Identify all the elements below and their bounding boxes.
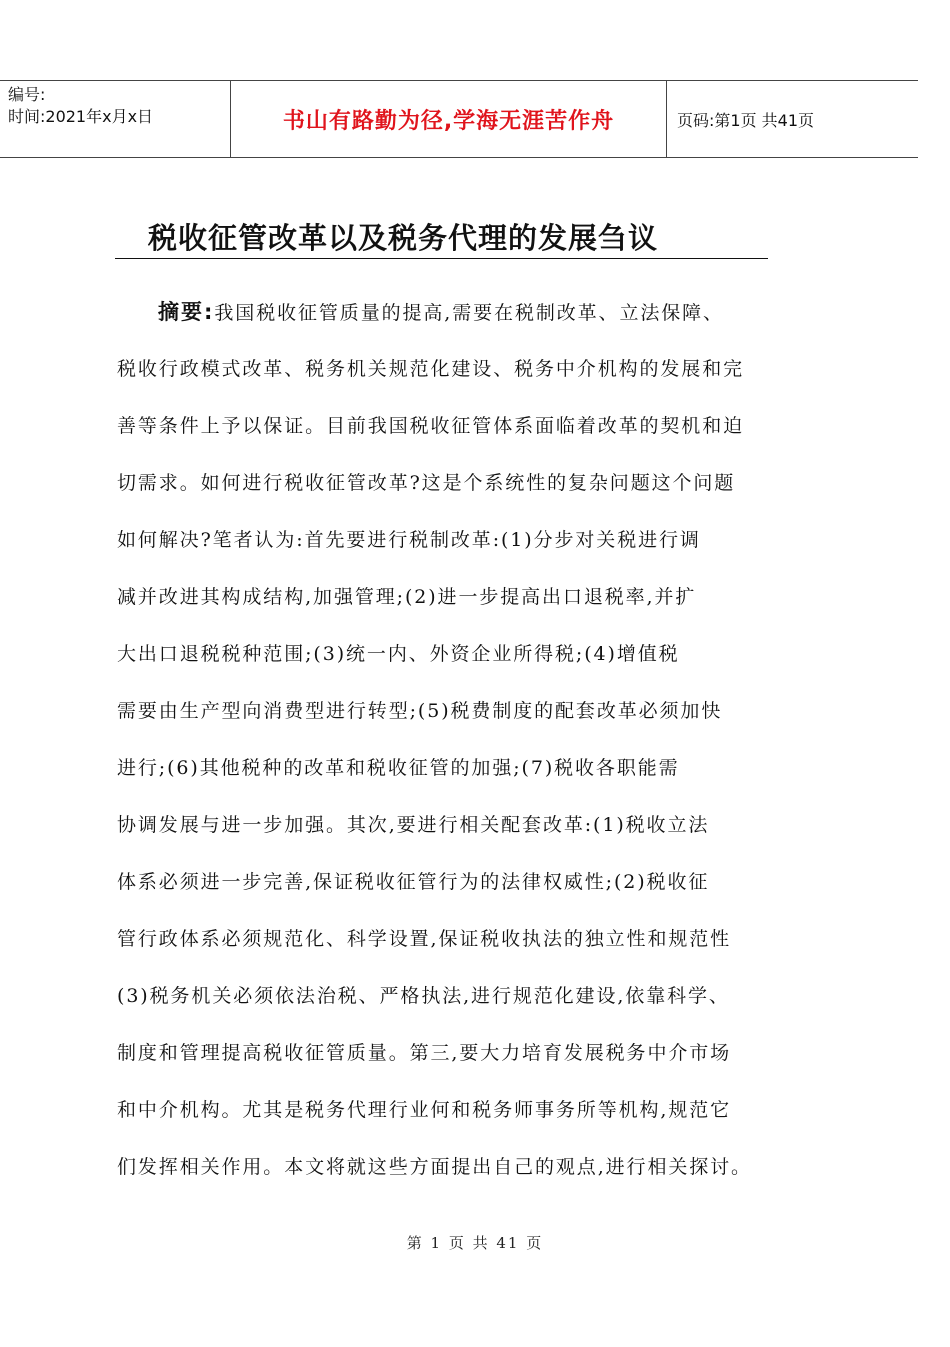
paragraph-line: 制度和管理提高税收征管质量。第三,要大力培育发展税务中介市场: [117, 1042, 732, 1064]
document-title: 税收征管改革以及税务代理的发展刍议: [148, 221, 659, 255]
paragraph-line: 大出口退税税种范围;(3)统一内、外资企业所得税;(4)增值税: [117, 643, 680, 665]
header-motto: 书山有路勤为径,学海无涯苦作舟: [282, 108, 615, 134]
paragraph-line: 切需求。如何进行税收征管改革?这是个系统性的复杂问题这个问题: [117, 472, 736, 494]
header-meta-cell: [0, 81, 231, 157]
paragraph-line: 管行政体系必须规范化、科学设置,保证税收执法的独立性和规范性: [117, 928, 732, 950]
document-header: [0, 80, 918, 158]
header-motto-cell: [231, 81, 667, 157]
paragraph-line: 减并改进其构成结构,加强管理;(2)进一步提高出口退税率,并扩: [117, 586, 697, 608]
document-number-label: 编号:: [8, 85, 46, 104]
abstract-label: 摘要:: [158, 300, 215, 324]
paragraph-line: 需要由生产型向消费型进行转型;(5)税费制度的配套改革必须加快: [117, 700, 723, 722]
paragraph-line: 如何解决?笔者认为:首先要进行税制改革:(1)分步对关税进行调: [117, 529, 701, 551]
header-page-info: 页码:第1页 共41页: [677, 110, 815, 130]
document-time-label: 时间:2021年x月x日: [8, 107, 154, 126]
paragraph-line: (3)税务机关必须依法治税、严格执法,进行规范化建设,依靠科学、: [117, 985, 730, 1007]
paragraph-line: 善等条件上予以保证。目前我国税收征管体系面临着改革的契机和迫: [117, 415, 745, 437]
header-page-cell: [667, 81, 918, 157]
page-footer: 第 1 页 共 41 页: [406, 1234, 544, 1252]
title-underline: [115, 218, 768, 259]
paragraph-line: 税收行政模式改革、税务机关规范化建设、税务中介机构的发展和完: [117, 358, 745, 380]
paragraph-line: 进行;(6)其他税种的改革和税收征管的加强;(7)税收各职能需: [117, 757, 680, 779]
paragraph-line: [158, 297, 724, 328]
paragraph-line: 和中介机构。尤其是税务代理行业何和税务师事务所等机构,规范它: [117, 1099, 732, 1121]
paragraph-line: 体系必须进一步完善,保证税收征管行为的法律权威性;(2)税收征: [117, 871, 710, 893]
paragraph-line: 协调发展与进一步加强。其次,要进行相关配套改革:(1)税收立法: [117, 814, 710, 836]
paragraph-line-text: 我国税收征管质量的提高,需要在税制改革、立法保障、: [214, 302, 724, 324]
paragraph-line: 们发挥相关作用。本文将就这些方面提出自己的观点,进行相关探讨。: [117, 1156, 752, 1178]
